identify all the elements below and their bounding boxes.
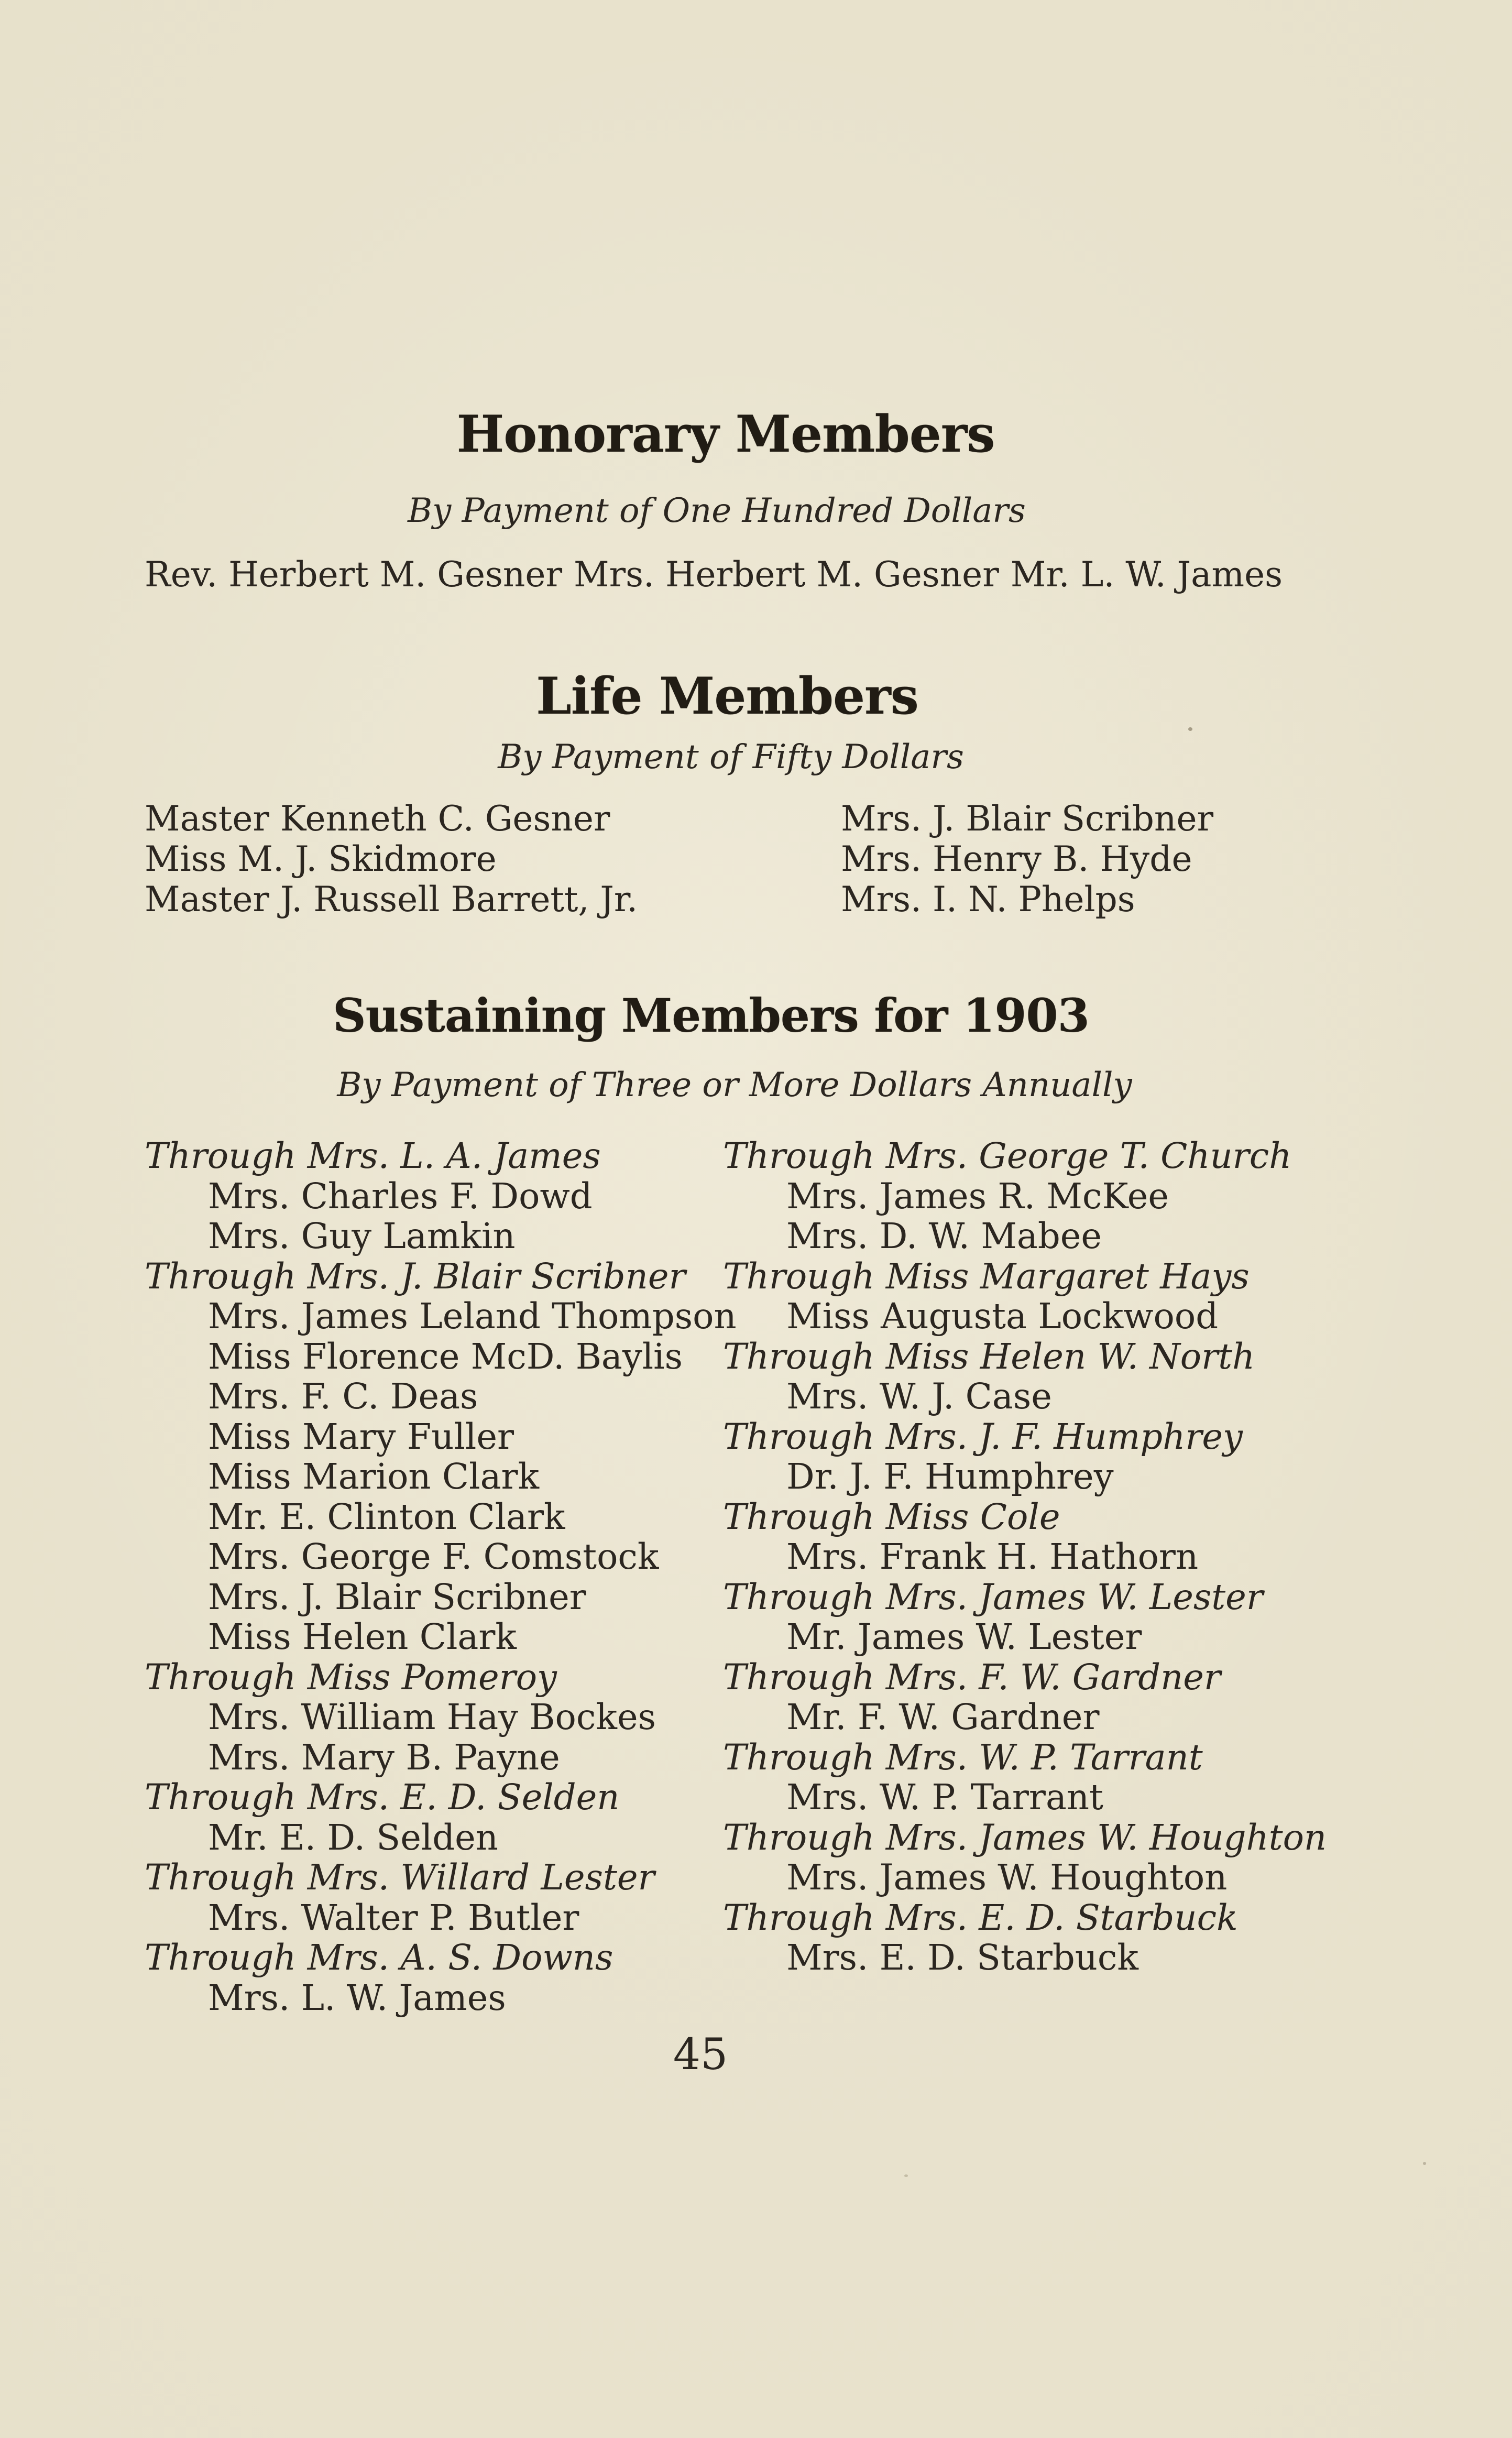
sustaining-entry: Mr. F. W. Gardner xyxy=(786,1697,1100,1737)
life-members-right-column xyxy=(841,799,1213,920)
member-name: Mrs. Henry B. Hyde xyxy=(841,839,1192,879)
member-name: Mrs. Herbert M. Gesner xyxy=(574,554,999,595)
sustaining-entry: Mrs. L. W. James xyxy=(208,1977,506,2018)
sustaining-entry: Through Miss Margaret Hays xyxy=(723,1255,1250,1297)
sustaining-entry: Mr. James W. Lester xyxy=(786,1616,1142,1657)
sustaining-entry: Miss Marion Clark xyxy=(208,1456,540,1497)
page-number: 45 xyxy=(673,2030,728,2080)
sustaining-entry: Mrs. James W. Houghton xyxy=(786,1857,1228,1898)
sustaining-entry: Through Mrs. Willard Lester xyxy=(145,1857,655,1898)
sustaining-entry: Through Mrs. J. F. Humphrey xyxy=(723,1416,1243,1457)
sustaining-entry: Miss Florence McD. Baylis xyxy=(208,1336,683,1377)
sustaining-entry: Through Mrs. E. D. Starbuck xyxy=(723,1897,1238,1938)
sustaining-entry: Mrs. D. W. Mabee xyxy=(786,1216,1102,1256)
sustaining-entry: Mrs. Guy Lamkin xyxy=(208,1216,516,1256)
member-name: Master J. Russell Barrett, Jr. xyxy=(145,879,638,920)
sustaining-entry: Miss Mary Fuller xyxy=(208,1416,514,1457)
sustaining-entry: Mrs. James Leland Thompson xyxy=(208,1296,737,1337)
sustaining-entry: Mrs. William Hay Bockes xyxy=(208,1697,656,1737)
member-name: Mr. L. W. James xyxy=(1010,554,1283,595)
sustaining-entry: Through Mrs. L. A. James xyxy=(145,1135,601,1176)
sustaining-entry: Through Mrs. James W. Houghton xyxy=(723,1817,1327,1858)
sustaining-entry: Mrs. W. P. Tarrant xyxy=(786,1777,1103,1818)
sustaining-entry: Through Mrs. James W. Lester xyxy=(723,1576,1263,1617)
sustaining-entry: Mr. E. D. Selden xyxy=(208,1817,498,1858)
paper-speck xyxy=(1188,727,1192,731)
sustaining-entry: Mrs. James R. McKee xyxy=(786,1175,1169,1217)
sustaining-entry: Through Mrs. E. D. Selden xyxy=(145,1777,620,1818)
sustaining-entry: Through Miss Helen W. North xyxy=(723,1336,1255,1377)
sustaining-entry: Mrs. W. J. Case xyxy=(786,1376,1052,1417)
life-members-left-column xyxy=(145,799,638,920)
section-subtitle-sustaining-members: By Payment of Three or More Dollars Annually xyxy=(337,1066,1132,1105)
section-title-honorary-members: Honorary Members xyxy=(456,404,995,464)
section-title-life-members: Life Members xyxy=(536,666,918,726)
section-subtitle-life-members: By Payment of Fifty Dollars xyxy=(498,738,964,777)
sustaining-entry: Dr. J. F. Humphrey xyxy=(786,1456,1114,1497)
member-name: Miss M. J. Skidmore xyxy=(145,839,497,879)
sustaining-entry: Through Miss Pomeroy xyxy=(145,1656,557,1698)
paper-speck xyxy=(1423,2162,1426,2165)
sustaining-entry: Mrs. Charles F. Dowd xyxy=(208,1175,593,1217)
sustaining-members-left-column xyxy=(145,1136,737,2018)
sustaining-entry: Mrs. J. Blair Scribner xyxy=(208,1576,586,1617)
sustaining-entry: Through Miss Cole xyxy=(723,1496,1060,1537)
sustaining-entry: Miss Helen Clark xyxy=(208,1616,517,1657)
sustaining-entry: Mrs. F. C. Deas xyxy=(208,1376,478,1417)
sustaining-entry: Through Mrs. J. Blair Scribner xyxy=(145,1255,686,1297)
member-name: Master Kenneth C. Gesner xyxy=(145,799,610,839)
section-subtitle-honorary-members: By Payment of One Hundred Dollars xyxy=(408,491,1026,530)
sustaining-entry: Through Mrs. F. W. Gardner xyxy=(723,1656,1221,1698)
member-name: Mrs. J. Blair Scribner xyxy=(841,799,1214,839)
sustaining-entry: Through Mrs. George T. Church xyxy=(723,1135,1292,1176)
sustaining-entry: Mr. E. Clinton Clark xyxy=(208,1496,565,1537)
member-name: Rev. Herbert M. Gesner xyxy=(145,554,562,595)
paper-speck xyxy=(904,2174,908,2177)
sustaining-entry: Mrs. George F. Comstock xyxy=(208,1536,659,1577)
sustaining-entry: Through Mrs. W. P. Tarrant xyxy=(723,1736,1203,1778)
sustaining-entry: Mrs. Frank H. Hathorn xyxy=(786,1536,1199,1577)
sustaining-entry: Mrs. E. D. Starbuck xyxy=(786,1937,1138,1978)
honorary-members-row xyxy=(145,554,1283,595)
sustaining-members-right-column xyxy=(723,1136,1327,1978)
sustaining-entry: Mrs. Walter P. Butler xyxy=(208,1897,579,1938)
sustaining-entry: Mrs. Mary B. Payne xyxy=(208,1736,560,1778)
sustaining-entry: Through Mrs. A. S. Downs xyxy=(145,1937,613,1978)
section-title-sustaining-members: Sustaining Members for 1903 xyxy=(333,988,1089,1043)
sustaining-entry: Miss Augusta Lockwood xyxy=(786,1296,1219,1337)
member-name: Mrs. I. N. Phelps xyxy=(841,879,1135,920)
